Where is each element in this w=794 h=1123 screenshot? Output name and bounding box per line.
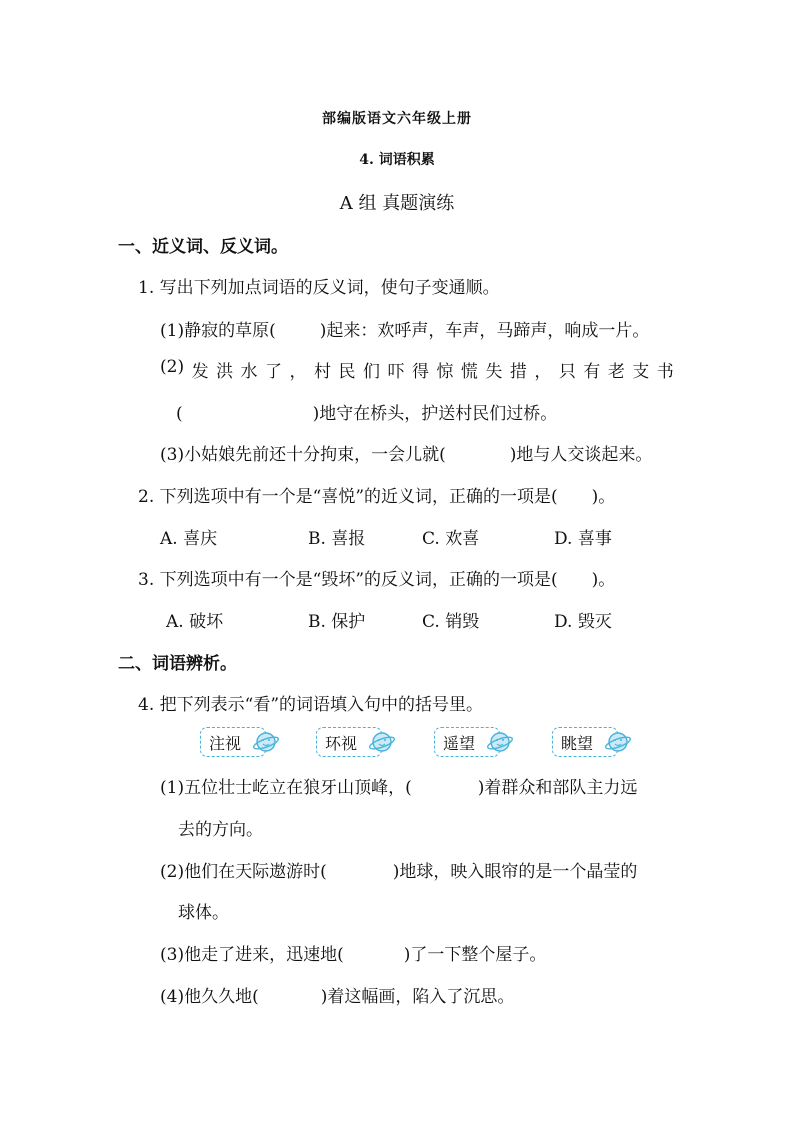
q1-s2-char: 水 (240, 362, 258, 382)
q4-sentence-3 (160, 940, 546, 965)
word-label: 环视 (325, 733, 358, 753)
q1-s2-char: 们 (362, 362, 380, 382)
word-label: 注视 (209, 733, 242, 753)
q4-stem: 4. 把下列表示“看”的词语填入句中的括号里。 (138, 695, 484, 715)
q2-option-d[interactable]: D. 喜事 (554, 529, 612, 549)
q1-s2-char: 有 (583, 362, 601, 382)
q3-option-a[interactable]: A. 破坏 (166, 612, 224, 632)
planet-icon (369, 729, 395, 755)
q1-s2-char: 惊 (436, 362, 454, 382)
word-label: 遥望 (443, 733, 476, 753)
q1-s1-part-b: )起来：欢呼声，车声，马蹄声，响成一片。 (319, 321, 650, 341)
q2-option-a[interactable]: A. 喜庆 (160, 529, 218, 549)
q1-s2-char: 书 (656, 362, 674, 382)
q1-s2-part-a: ( (176, 404, 183, 424)
book-title: 部编版语文六年级上册 (322, 111, 472, 127)
unit-title: 4. 词语积累 (359, 152, 435, 168)
q4-sentence-4 (160, 982, 514, 1007)
word-box-zhushi (200, 727, 266, 757)
q2-option-c[interactable]: C. 欢喜 (422, 529, 480, 549)
word-label: 眺望 (561, 733, 594, 753)
q1-s2-char: 慌 (460, 362, 478, 382)
q4-sentence-2 (160, 857, 637, 882)
q4-s1-part-a: (1)五位壮士屹立在狼牙山顶峰，( (160, 778, 412, 798)
q1-s2-char: 洪 (216, 362, 234, 382)
q1-s2-char: 民 (338, 362, 356, 382)
q1-s2-char: ， (534, 362, 552, 382)
word-box-tiaowang (552, 727, 618, 757)
q4-sentence-2-cont: 球体。 (178, 903, 229, 923)
q1-s2-char: 吓 (387, 362, 405, 382)
q3-option-b[interactable]: B. 保护 (308, 612, 366, 632)
q1-s2-char: 只 (558, 362, 576, 382)
q1-sentence-2-line1 (160, 357, 674, 382)
q3-option-c[interactable]: C. 销毁 (422, 612, 480, 632)
q1-s2-char: 了 (265, 362, 283, 382)
q4-s4-part-b: )着这幅画，陷入了沉思。 (320, 987, 515, 1007)
q1-s2-char: 失 (485, 362, 503, 382)
word-box-huanshi (316, 727, 382, 757)
q3-stem: 3. 下列选项中有一个是“毁坏”的反义词，正确的一项是( )。 (138, 570, 616, 590)
q1-s3-part-a: (3)小姑娘先前还十分拘束，一会儿就( (160, 445, 446, 465)
q1-s2-part-b: )地守在桥头，护送村民们过桥。 (312, 404, 558, 424)
q4-s3-part-b: )了一下整个屋子。 (403, 945, 547, 965)
q1-s2-char: 得 (411, 362, 429, 382)
q1-s2-char: 村 (314, 362, 331, 382)
q4-s1-part-b: )着群众和部队主力远 (477, 778, 638, 798)
word-box-yaowang (434, 727, 500, 757)
q1-s2-char: 老 (607, 362, 625, 382)
q1-sentence-3 (160, 440, 652, 465)
q4-s3-part-a: (3)他走了进来，迅速地( (160, 945, 344, 965)
q2-stem: 2. 下列选项中有一个是“喜悦”的近义词，正确的一项是( )。 (138, 487, 616, 507)
q1-s2-char: 支 (632, 362, 650, 382)
planet-icon (253, 729, 279, 755)
section1-title: 一、近义词、反义词。 (118, 237, 288, 257)
q1-s2-char: (2) (160, 357, 185, 377)
section2-title: 二、词语辨析。 (118, 654, 237, 674)
q1-sentence-2-line2 (176, 399, 557, 424)
q4-s2-part-a: (2)他们在天际遨游时( (160, 862, 327, 882)
q3-option-d[interactable]: D. 毁灭 (554, 612, 612, 632)
planet-icon (487, 729, 513, 755)
q1-s2-char: 发 (191, 362, 209, 382)
q4-sentence-1 (160, 773, 637, 798)
q4-s2-part-b: )地球，映入眼帘的是一个晶莹的 (392, 862, 638, 882)
q4-s4-part-a: (4)他久久地( (160, 987, 259, 1007)
q4-sentence-1-cont: 去的方向。 (178, 820, 263, 840)
q1-s1-part-a: (1)静寂的草原( (160, 321, 276, 341)
group-title: A 组 真题演练 (339, 193, 455, 214)
q1-sentence-1 (160, 316, 649, 341)
q1-s2-char: 措 (509, 362, 527, 382)
planet-icon (605, 729, 631, 755)
q2-option-b[interactable]: B. 喜报 (308, 529, 366, 549)
q1-stem: 1. 写出下列加点词语的反义词，使句子变通顺。 (138, 278, 500, 298)
q1-s2-char: ， (289, 362, 307, 382)
q1-s3-part-b: )地与人交谈起来。 (509, 445, 653, 465)
